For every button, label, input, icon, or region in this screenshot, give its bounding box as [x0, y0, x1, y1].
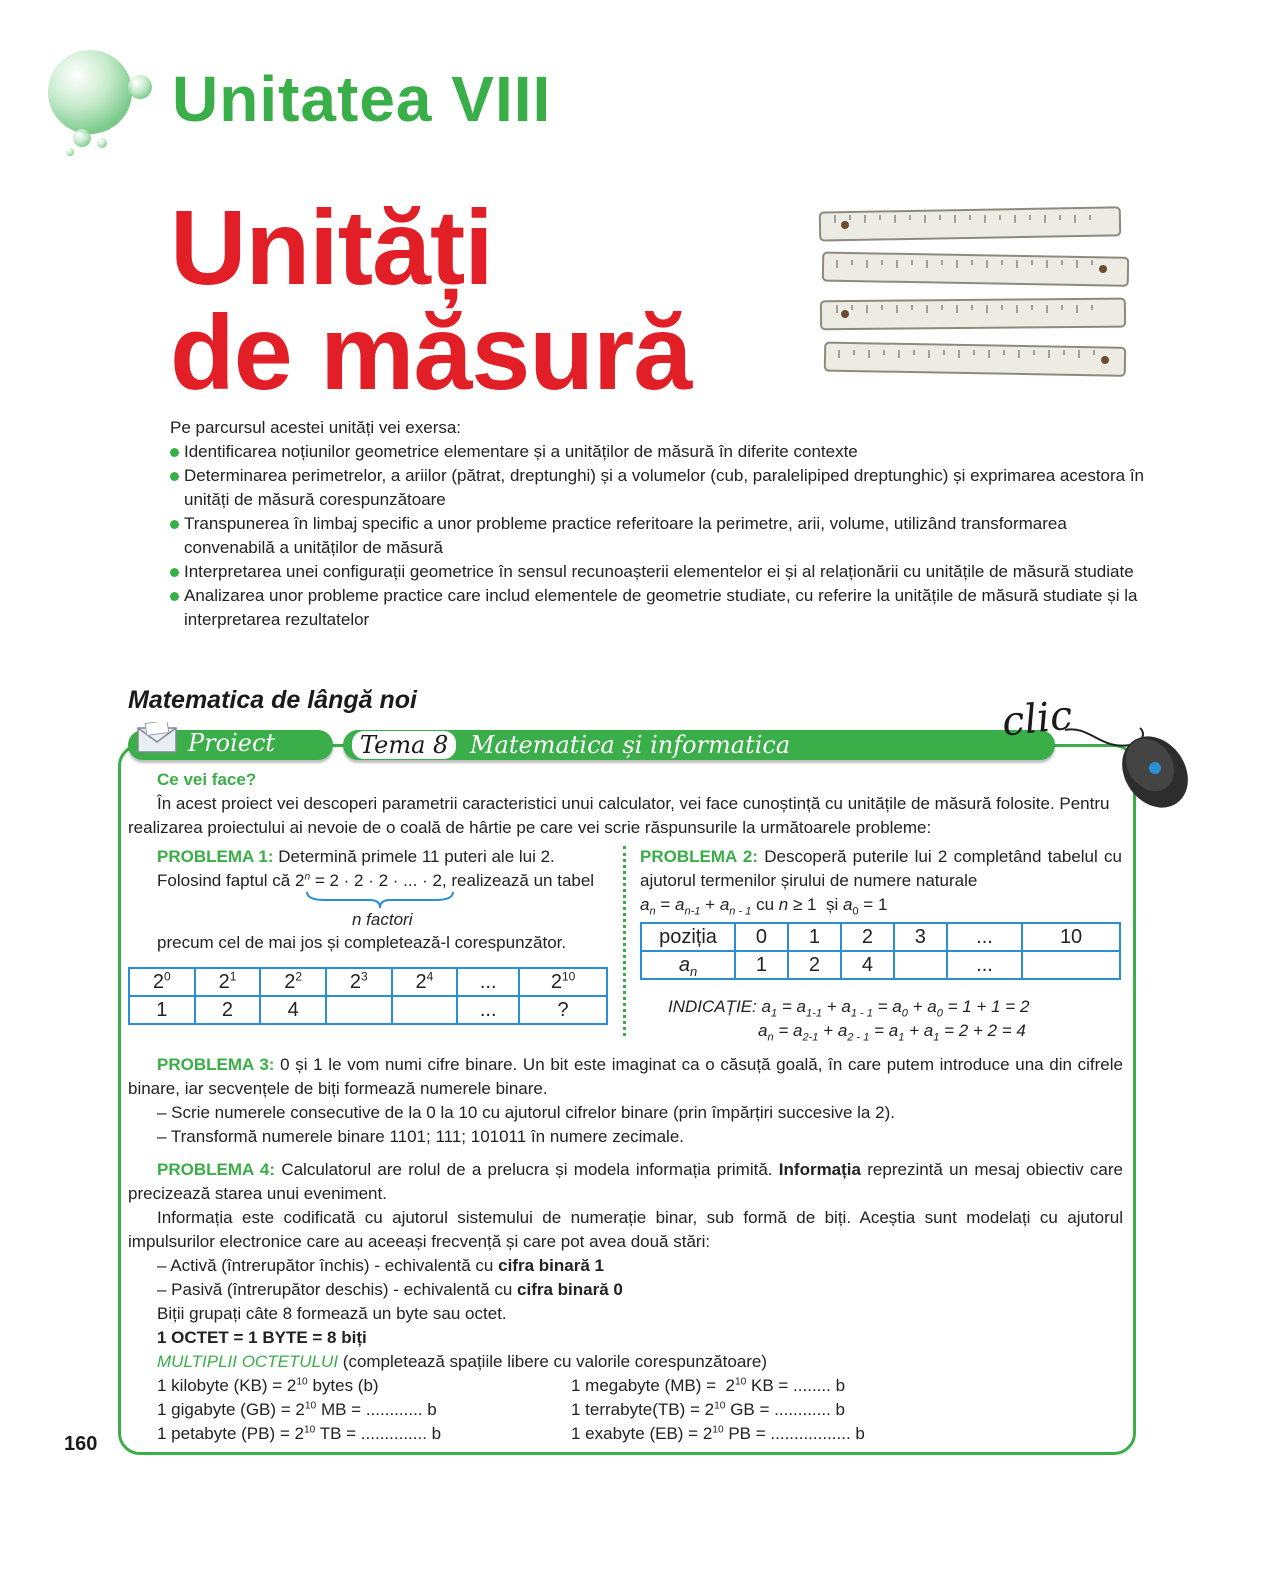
bullet-dot-icon — [170, 568, 179, 577]
problem4-state1: – Activă (întrerupător închis) - echivalentă cu cifra binară 1 — [157, 1256, 604, 1275]
problem1-label: PROBLEMA 1: — [157, 847, 274, 866]
problem4-text3: Biții grupați câte 8 formează un byte sau octet. — [157, 1304, 507, 1323]
table-row — [641, 951, 1120, 979]
list-item: Interpretarea unei configurații geometrice în sensul recunoașterii elementelor ei și al relaționării cu unitățile de măsură studiate — [170, 560, 1145, 584]
problem2-hint-line1: INDICAȚIE: $a_1 = a_{1-1} + a_{1 - 1} = a_0 + a_0 = 1 + 1 = 2$ — [668, 997, 1030, 1020]
octet-definition: 1 OCTET = 1 BYTE = 8 biți — [157, 1328, 367, 1347]
table-cell: 2 — [195, 996, 261, 1024]
problem4-label: PROBLEMA 4: — [157, 1160, 276, 1179]
table-cell: 1 — [129, 996, 195, 1024]
tema-number: Tema 8 — [352, 731, 456, 759]
bullet-dot-icon — [170, 448, 179, 457]
tema-title: Matematica și informatica — [469, 731, 791, 759]
table-row — [129, 968, 607, 996]
problem2-text — [640, 845, 1122, 893]
table-row — [129, 996, 607, 1024]
problem3-bullet1: – Scrie numerele consecutive de la 0 la 10 cu ajutorul cifrelor binare (prin împărțiri succesive la 2). — [157, 1103, 895, 1122]
table-cell — [392, 996, 458, 1024]
problem1-text2a: Folosind faptul că — [157, 871, 291, 890]
table-cell: 2 — [788, 951, 841, 979]
problem1-line1 — [157, 845, 555, 869]
chapter-title-line1: Unități — [170, 189, 493, 307]
problem3-label: PROBLEMA 3: — [157, 1055, 275, 1074]
table-cell: 0 — [735, 923, 788, 951]
envelope-icon — [136, 722, 180, 754]
intro-text: În acest proiect vei descoperi parametrii caracteristici unui calculator, vei face cunoștință cu unitățile de măsură folosite. Pentru realizarea proiectului ai nevoie de o coală de hârtie pe care vei scrie răspunsurile la următoarele probleme: — [128, 794, 1110, 837]
table-cell: ... — [457, 996, 519, 1024]
list-item: Transpunerea în limbaj specific a unor probleme practice referitoare la perimetre, arii, volume, utilizând transformarea convenabilă a unităților de măsură — [170, 512, 1145, 560]
table-cell: 1 — [788, 923, 841, 951]
bullet-dot-icon — [170, 472, 179, 481]
problem1-formula: $2^n = 2 \cdot 2 \cdot 2$ · ... · 2, — [294, 871, 447, 890]
problem1-text1: Determină primele 11 puteri ale lui 2. — [278, 847, 555, 866]
table-cell — [326, 996, 392, 1024]
table-cell: 4 — [841, 951, 894, 979]
multiple-megabyte: 1 megabyte $(MB) = 2^{10}$ KB = ........ b — [571, 1376, 846, 1395]
list-item: Determinarea perimetrelor, a ariilor (pătrat, dreptunghi) și a volumelor (cub, paralelipiped dreptunghic) și exprimarea acestora în unități de măsură corespunzătoare — [170, 464, 1145, 512]
table-cell: 10 — [1022, 923, 1120, 951]
problem3-bullet2: – Transformă numerele binare 1101; 111; 101011 în numere zecimale. — [157, 1127, 684, 1146]
objectives-block — [170, 416, 1145, 632]
problem4-text1: PROBLEMA 4: Calculatorul are rolul de a prelucra și modela informația primită. Informația reprezintă un mesaj obiectiv care precizează starea unui eveniment. — [128, 1160, 1123, 1203]
table-cell: ... — [947, 951, 1022, 979]
table-row — [641, 923, 1120, 951]
multiple-gigabyte: 1 gigabyte $(GB) = 2^{10}$ MB = ............ b — [157, 1400, 437, 1419]
table-cell: $2^1$ — [195, 968, 261, 996]
table-cell: $2^3$ — [326, 968, 392, 996]
multiple-terabyte: 1 terrabyte(TB) = $2^{10}$ GB = ............ b — [571, 1400, 845, 1419]
bullet-dot-icon — [170, 520, 179, 529]
sequence-table — [640, 922, 1121, 980]
multiples-heading: MULTIPLII OCTETULUI (completează spațiile libere cu valorile corespunzătoare) — [157, 1352, 768, 1371]
problem4-state2: – Pasivă (întrerupător deschis) - echivalentă cu cifra binară 0 — [157, 1280, 623, 1299]
problem1-line3: precum cel de mai jos și completează-l corespunzător. — [157, 933, 567, 952]
table-header-cell: poziția — [641, 923, 735, 951]
table-cell — [894, 951, 947, 979]
problem2-hint-line2: $a_n = a_{2-1} + a_{2 - 1} = a_1 + a_1 = 2 + 2 = 4$ — [758, 1021, 1026, 1044]
table-cell: ? — [519, 996, 607, 1024]
table-cell: 1 — [735, 951, 788, 979]
table-cell: 4 — [260, 996, 326, 1024]
table-cell — [1022, 951, 1120, 979]
table-cell: 3 — [894, 923, 947, 951]
table-cell: ... — [947, 923, 1022, 951]
objectives-list — [170, 440, 1145, 632]
page-number: 160 — [64, 1433, 98, 1455]
table-cell: ... — [457, 968, 519, 996]
folding-ruler-image — [815, 205, 1135, 395]
problem2-text1: Descoperă puterile lui 2 completând tabelul cu ajutorul termenilor șirului de numere naturale — [640, 847, 1122, 890]
table-cell: $2^{10}$ — [519, 968, 607, 996]
list-item: Identificarea noțiunilor geometrice elementare și a unităților de măsură în diferite contexte — [170, 440, 1145, 464]
unit-label: Unitatea VIII — [172, 63, 552, 135]
objectives-intro: Pe parcursul acestei unități vei exersa: — [170, 418, 462, 437]
multiple-petabyte: 1 petabyte $(PB) = 2^{10}$ TB = .............. b — [157, 1424, 442, 1443]
problem2-label: PROBLEMA 2: — [640, 847, 758, 866]
table-header-cell: $a_n$ — [641, 951, 735, 979]
multiple-exabyte: 1 exabyte $(EB) = 2^{10}$ PB = ................. b — [571, 1424, 865, 1443]
bullet-dot-icon — [170, 592, 179, 601]
column-divider — [623, 846, 626, 1036]
problem2-formula: $a_n = a_{n-1} + a_{n - 1}$ cu n ≥ 1 și $a_0 = 1$ — [640, 895, 888, 918]
list-item: Analizarea unor probleme practice care includ elementele de geometrie studiate, cu referire la unitățile de măsură studiate și la interpretarea rezultatelor — [170, 584, 1145, 632]
project-label: Proiect — [188, 729, 276, 757]
clic-text: clic — [999, 692, 1075, 746]
powers-table — [128, 967, 608, 1025]
problem3-text: PROBLEMA 3: 0 și 1 le vom numi cifre binare. Un bit este imaginat ca o căsuță goală, în care putem introduce una din cifrele binare, iar secvențele de biți formează numerele binare. — [128, 1055, 1123, 1098]
chapter-title-line2: de măsură — [170, 294, 692, 412]
multiple-kilobyte: 1 kilobyte $(KB) = 2^{10}$ bytes (b) — [157, 1376, 379, 1395]
intro-heading: Ce vei face? — [157, 770, 257, 789]
table-cell: $2^4$ — [392, 968, 458, 996]
problem4-text2: Informația este codificată cu ajutorul sistemului de numerație binar, sub formă de biți. Aceștia sunt modelați cu ajutorul impulsurilor electronice care au aceeași frecvență și care pot avea două stări: — [128, 1208, 1123, 1251]
hint-label: INDICAȚIE: — [668, 997, 757, 1016]
table-cell: $2^2$ — [260, 968, 326, 996]
table-cell: $2^0$ — [129, 968, 195, 996]
bubbles-decoration — [40, 40, 170, 160]
section-heading: Matematica de lângă noi — [128, 686, 417, 714]
table-cell: 2 — [841, 923, 894, 951]
brace-label: n factori — [352, 910, 413, 929]
tema-heading — [352, 731, 790, 759]
problem1-text2b: realizează un tabel — [451, 871, 595, 890]
brace-icon — [305, 890, 455, 910]
